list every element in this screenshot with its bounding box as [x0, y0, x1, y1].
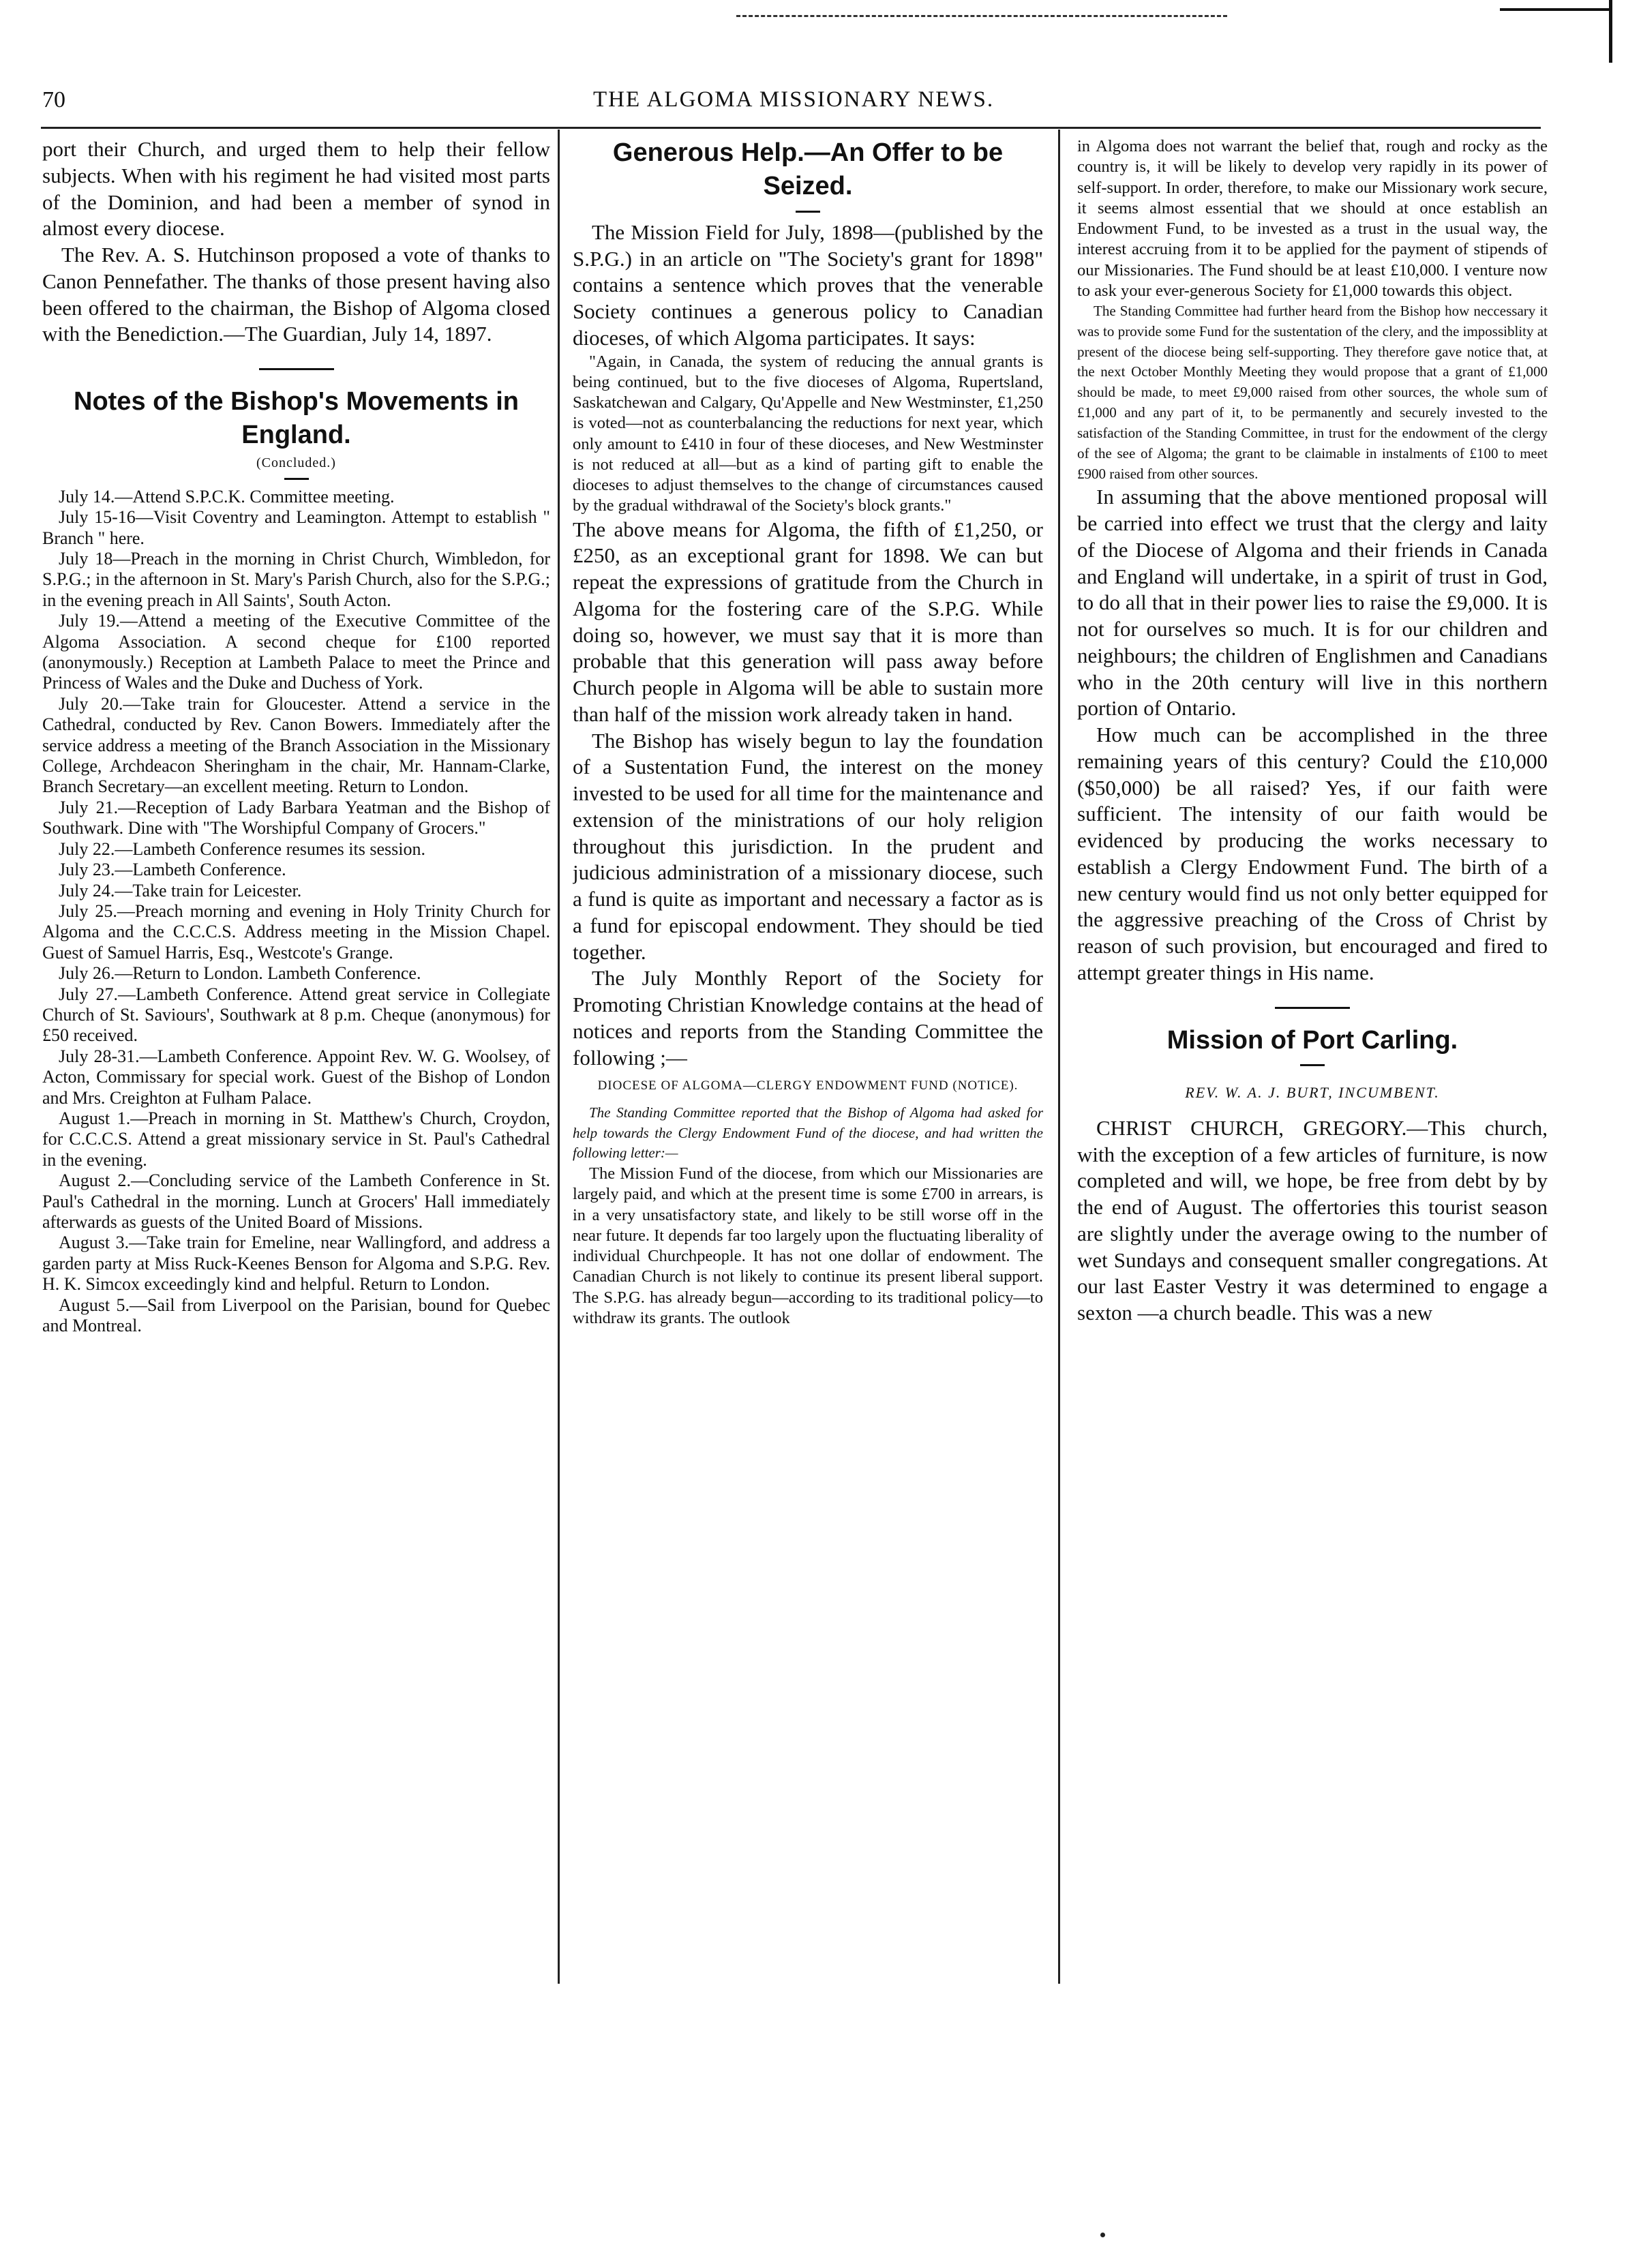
header-rule — [41, 127, 1541, 129]
body-paragraph: The Rev. A. S. Hutchinson proposed a vote of thanks to Canon Pennefather. The thanks of those present having also been offered to the chairman, the Bishop of Algoma closed with the Benediction.—The Guardian, July 14, 1897. — [42, 243, 550, 346]
masthead-title: THE ALGOMA MISSIONARY NEWS. — [593, 87, 995, 112]
bishop-letter: The Mission Fund of the diocese, from which our Missionaries are largely paid, and which at the present time is some £700 in arrears, is in a very unsatisfactory state, and likely to be still worse off in the near future. It depends far too largely upon the fluctuating liberality of individual Churchpeople. It has not one dollar of endowment. The Canadian Church is not likely to continue its present liberal support. The S.P.G. has already begun—according to its traditional policy—to withdraw its grants. The outlook — [573, 1164, 1043, 1327]
column-left — [42, 136, 550, 1336]
body-paragraph: port their Church, and urged them to help their fellow subjects. When with his regiment he had visited most parts of the Dominion, and had been a member of synod in almost every diocese. — [42, 137, 550, 241]
diary-entry: July 27.—Lambeth Conference. Attend great service in Collegiate Church of St. Saviours', Southwark at 8 p.m. Cheque (anonymous) for £50 received. — [42, 984, 550, 1046]
body-paragraph: The July Monthly Report of the Society for Promoting Christian Knowledge contains at the head of notices and reports from the Standing Committee the following ;— — [573, 966, 1043, 1070]
body-paragraph: The above means for Algoma, the fifth of £1,250, or £250, as an exceptional grant for 1898. We can but repeat the expressions of gratitude from the Church in Algoma for the fostering care of the S.P.G. While doing so, however, we must say that it is more than probable that this generation will pass away before Church people in Algoma will be able to sustain more than half of the mission work already taken in hand. — [573, 517, 1043, 726]
diary-entry: July 14.—Attend S.P.C.K. Committee meeting. — [59, 486, 395, 506]
diary-entry: August 2.—Concluding service of the Lambeth Conference in St. Paul's Cathedral in the morning. Lunch at Grocers' Hall immediately afterwards as guests of the United Board of Missions. — [42, 1170, 550, 1232]
body-paragraph: In assuming that the above mentioned proposal will be carried into effect we trust that the clergy and laity of the Diocese of Algoma and their friends in Canada and England will undertake, in a spirit of trust in God, to do all that in their power lies to raise the £9,000. It is not for ourselves so much. It is for our children and neighbours; the children of Englishmen and Canadians who in the 20th century will live in this northern portion of Ontario. — [1077, 485, 1548, 721]
diary-list — [42, 487, 550, 1337]
corner-mark — [1500, 8, 1609, 11]
diary-entry: July 20.—Take train for Gloucester. Attend a service in the Cathedral, conducted by Rev. Canon Bowers. Immediately after the service address a meeting of the Branch Association in the Missionary College, Archdeacon Sheringham in the chair, Mr. Hannam-Clarke, Branch Secretary—an excellent meeting. Return to London. — [42, 693, 550, 797]
diary-entry: July 28-31.—Lambeth Conference. Appoint Rev. W. G. Woolsey, of Acton, Commissary for special work. Guest of the Bishop of London and Mrs. Creighton at Fulham Palace. — [42, 1046, 550, 1108]
notice-heading: DIOCESE OF ALGOMA—CLERGY ENDOWMENT FUND (NOTICE). — [597, 1078, 1019, 1093]
section-separator — [1275, 1007, 1350, 1009]
ink-dot — [1100, 2233, 1105, 2237]
committee-note: The Standing Committee had further heard from the Bishop how neccessary it was to provide some Fund for the sustentation of the clery, and the impossiblity at present of the diocese being self-supporting. They therefore gave notice that, at the next October Monthly Meeting they would propose that a grant of £1,000 should be made, to meet £9,000 raised from other sources, the whole sum of £1,000 and any part of it, to be permanently and securely invested to the satisfaction of the Standing Committee, in trust for the endowment of the clergy of the see of Algoma; the grant to be claimable in instalments of £100 to meet £900 raised from other sources. — [1077, 303, 1548, 482]
article-byline: REV. W. A. J. BURT, INCUMBENT. — [1185, 1083, 1440, 1101]
notice-intro: The Standing Committee reported that the Bishop of Algoma had asked for help towards the Clergy Endowment Fund of the diocese, and had written the following letter:— — [573, 1104, 1043, 1162]
diary-entry: July 24.—Take train for Leicester. — [59, 880, 302, 901]
diary-entry: July 15-16—Visit Coventry and Leamington. Attempt to establish " Branch " here. — [42, 507, 550, 548]
diary-entry: July 22.—Lambeth Conference resumes its session. — [59, 838, 425, 859]
diary-entry: July 19.—Attend a meeting of the Executive Committee of the Algoma Association. A second cheque for £100 reported (anonymously.) Reception at Lambeth Palace to meet the Prince and Princess of Wales and the Duke and Duchess of York. — [42, 611, 550, 693]
column-rule — [1058, 130, 1060, 1984]
article-subtitle: (Concluded.) — [256, 455, 336, 470]
short-rule — [1300, 1064, 1325, 1066]
diary-entry: August 5.—Sail from Liverpool on the Parisian, bound for Quebec and Montreal. — [42, 1295, 550, 1336]
article-title: Generous Help.—An Offer to be Seized. — [612, 138, 1004, 201]
bishop-letter-continued: in Algoma does not warrant the belief that, rough and rocky as the country is, it will be likely to develop very rapidly in its power of self-support. In order, therefore, to make our Missionary work secure, it seems almost essential that we should at once establish an Endowment Fund, to be invested as a trust in the usual way, the interest accruing from it to be applied for the payment of stipends of our Missionaries. The Fund should be at least £10,000. I venture now to ask your ever-generous Society for £1,000 towards this object. — [1077, 137, 1548, 300]
column-rule — [558, 130, 560, 1984]
corner-mark-vertical — [1609, 0, 1612, 63]
body-paragraph: How much can be accomplished in the three remaining years of this century? Could the £10,000 ($50,000) be all raised? Yes, if our faith were sufficient. The intensity of our faith would be evidenced by producing the works necessary to establish a Clergy Endowment Fund. The birth of a new century would find us not only better equipped for the aggressive preaching of the Cross of Christ by reason of such provision, but encouraged and fired to attempt greater things in His name. — [1077, 723, 1548, 984]
body-paragraph: The Bishop has wisely begun to lay the foundation of a Sustentation Fund, the interest on the money invested to be used for all time for the maintenance and extension of the ministrations of our holy religion throughout this jurisdiction. In the prudent and judicious administration of a missionary diocese, such a fund is quite as important and necessary a factor as is a fund for episcopal endowment. They should be tied together. — [573, 728, 1043, 964]
diary-entry: July 21.—Reception of Lady Barbara Yeatman and the Bishop of Southwark. Dine with "The Worshipful Company of Grocers." — [42, 797, 550, 838]
column-right — [1077, 136, 1548, 1327]
body-paragraph: CHRIST CHURCH, GREGORY.—This church, with the exception of a few articles of furniture, is now completed and will, we hope, be free from debt by by the end of August. The offertories this tourist season are slightly under the average owing to the number of wet Sundays and consequent smaller congregations. At our last Easter Vestry it was determined to engage a sexton —a church beadle. This was a new — [1077, 1115, 1548, 1325]
diary-entry: July 25.—Preach morning and evening in Holy Trinity Church for Algoma and the C.C.C.S. Address meeting in the Mission Chapel. Guest of Samuel Harris, Esq., Westcote's Grange. — [42, 901, 550, 963]
page-number: 70 — [42, 87, 65, 112]
article-title: Mission of Port Carling. — [1166, 1025, 1458, 1055]
short-rule — [796, 211, 820, 213]
diary-entry: August 1.—Preach in morning in St. Matthew's Church, Croydon, for C.C.C.S. Attend a great missionary service in St. Paul's Cathedral in the evening. — [42, 1108, 550, 1170]
diary-entry: July 18—Preach in the morning in Christ Church, Wimbledon, for S.P.G.; in the afternoon in St. Mary's Parish Church, also for the S.P.G.; in the evening preach in All Saints', South Acton. — [42, 549, 550, 610]
top-dashed-line — [736, 15, 1227, 17]
short-rule — [284, 478, 309, 480]
article-title: Notes of the Bishop's Movements in England. — [74, 387, 519, 450]
section-separator — [259, 368, 334, 370]
block-quote: "Again, in Canada, the system of reducing the annual grants is being continued, but to the five dioceses of Algoma, Rupertsland, Saskatchewan and Calgary, Qu'Appelle and New Westminster, £1,250 is voted—not as counterbalancing the reductions for next year, which only amount to £410 in four of these dioceses, and New Westminster is not reduced at all—but as a kind of parting gift to enable the dioceses to adjust themselves to the change of circumstances caused by the gradual withdrawal of the Society's block grants." — [573, 352, 1043, 515]
column-middle — [573, 136, 1043, 1329]
body-paragraph: The Mission Field for July, 1898—(published by the S.P.G.) in an article on "The Society's grant for 1898" contains a sentence which proves that the venerable Society continues a generous policy to Canadian dioceses, of which Algoma participates. It says: — [573, 220, 1043, 350]
diary-entry: July 26.—Return to London. Lambeth Conference. — [59, 963, 421, 984]
diary-entry: August 3.—Take train for Emeline, near Wallingford, and address a garden party at Miss Ruck-Keenes Benson for Algoma and S.P.G. Rev. H. K. Simcox exceedingly kind and helpful. Return to London. — [42, 1233, 550, 1295]
diary-entry: July 23.—Lambeth Conference. — [59, 860, 286, 880]
